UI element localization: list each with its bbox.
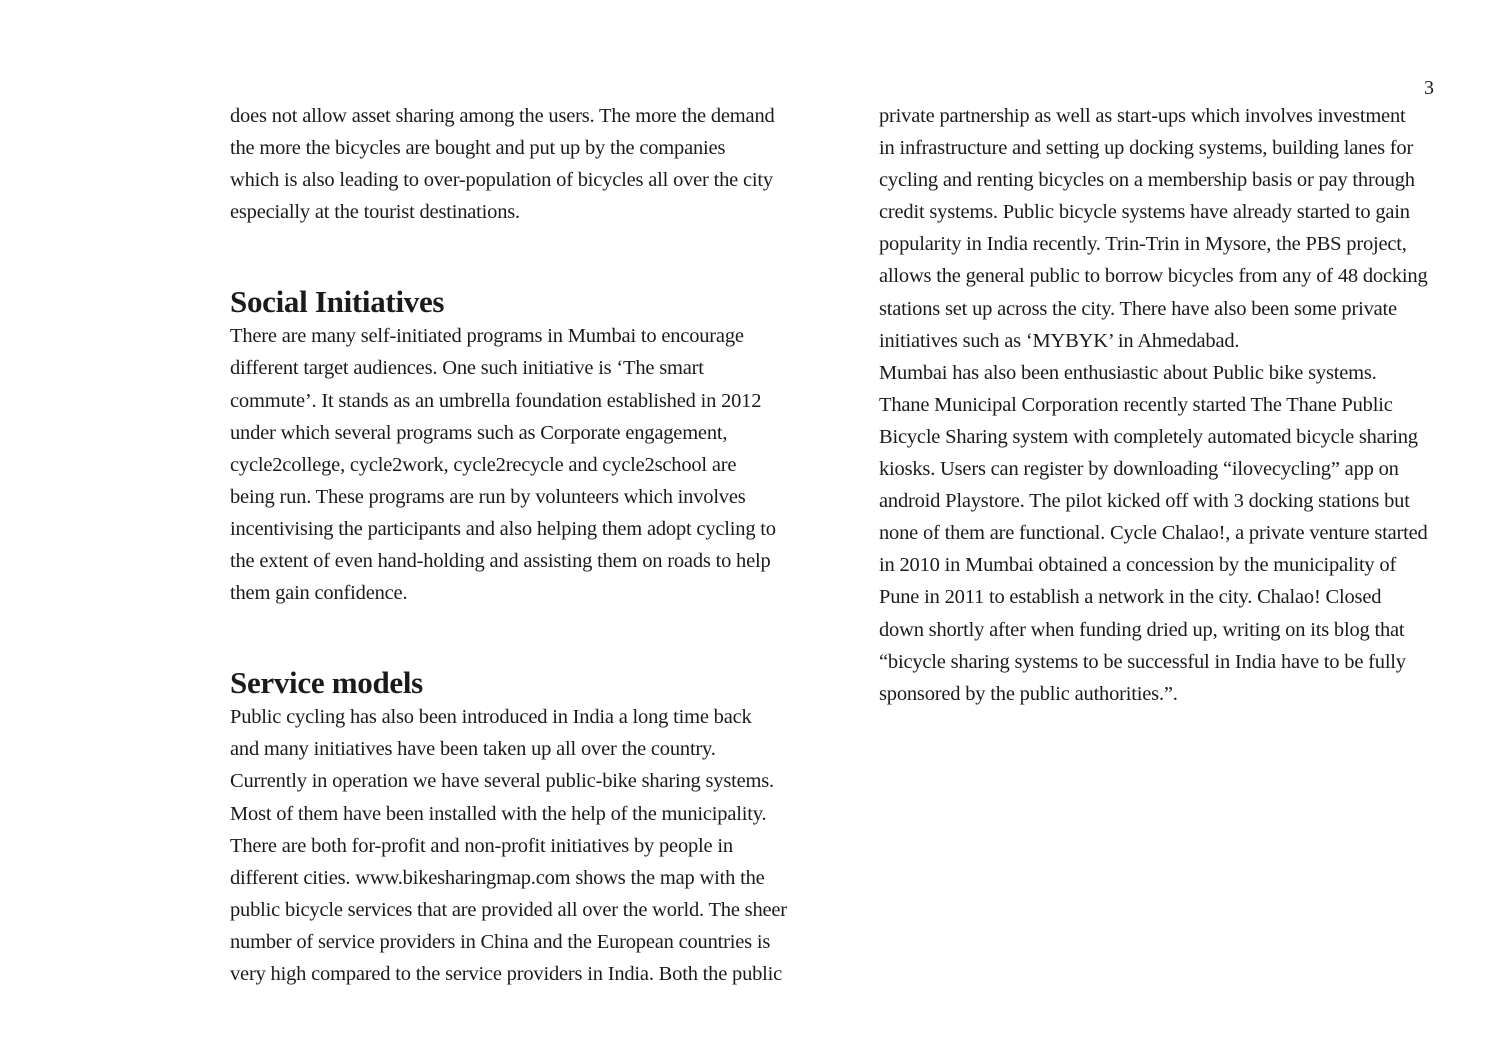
text-line: private partnership as well as start-ups which involves investment <box>879 105 1406 127</box>
left-column <box>230 100 810 990</box>
text-line: Pune in 2011 to establish a network in the city. Chalao! Closed <box>879 586 1382 609</box>
text-line: none of them are functional. Cycle Chalao!, a private venture started <box>879 522 1428 545</box>
text-line: Currently in operation we have several public-bike sharing systems. <box>230 770 774 793</box>
text-line: kiosks. Users can register by downloading “ilovecycling” app on <box>879 458 1399 481</box>
section-heading: Service models <box>230 665 423 701</box>
text-line: in infrastructure and setting up docking systems, building lanes for <box>879 137 1414 160</box>
text-line: incentivising the participants and also helping them adopt cycling to <box>230 517 776 540</box>
text-line: which is also leading to over-population of bicycles all over the city <box>230 169 773 192</box>
text-line: Most of them have been installed with the help of the municipality. <box>230 802 767 825</box>
text-line: in 2010 in Mumbai obtained a concession by the municipality of <box>879 554 1397 577</box>
continued-paragraph <box>879 100 1459 710</box>
text-line: cycle2college, cycle2work, cycle2recycle and cycle2school are <box>230 453 737 476</box>
text-line: stations set up across the city. There have also been some private <box>879 297 1397 320</box>
text-line: Thane Municipal Corporation recently started The Thane Public <box>879 393 1393 416</box>
text-line: Bicycle Sharing system with completely automated bicycle sharing <box>879 425 1418 448</box>
text-line: especially at the tourist destinations. <box>230 201 520 224</box>
text-line: popularity in India recently. Trin-Trin in Mysore, the PBS project, <box>879 233 1407 256</box>
text-line: does not allow asset sharing among the users. The more the demand <box>230 105 775 127</box>
section-spacer <box>230 228 810 284</box>
section-spacer <box>230 609 810 665</box>
text-line: credit systems. Public bicycle systems have already started to gain <box>879 201 1410 224</box>
text-line: allows the general public to borrow bicycles from any of 48 docking <box>879 265 1428 288</box>
text-line: number of service providers in China and the European countries is <box>230 930 771 953</box>
text-line: the more the bicycles are bought and put up by the companies <box>230 137 726 160</box>
section-heading: Social Initiatives <box>230 284 445 320</box>
text-line: very high compared to the service providers in India. Both the public <box>230 962 783 985</box>
right-column <box>879 100 1459 710</box>
text-line: Public cycling has also been introduced in India a long time back <box>230 706 752 729</box>
text-line: them gain confidence. <box>230 582 408 605</box>
text-line: Mumbai has also been enthusiastic about Public bike systems. <box>879 361 1377 384</box>
text-line: android Playstore. The pilot kicked off with 3 docking stations but <box>879 490 1410 513</box>
service-models-section <box>230 665 810 990</box>
text-line: being run. These programs are run by volunteers which involves <box>230 485 746 508</box>
text-line: down shortly after when funding dried up, writing on its blog that <box>879 618 1405 641</box>
intro-paragraph <box>230 100 810 228</box>
text-line: under which several programs such as Corporate engagement, <box>230 421 728 444</box>
text-line: commute’. It stands as an umbrella foundation established in 2012 <box>230 389 762 412</box>
page-number: 3 <box>1424 77 1434 99</box>
text-line: different target audiences. One such initiative is ‘The smart <box>230 357 704 380</box>
text-line: “bicycle sharing systems to be successful in India have to be fully <box>879 650 1406 673</box>
text-line: cycling and renting bicycles on a membership basis or pay through <box>879 169 1415 192</box>
text-line: initiatives such as ‘MYBYK’ in Ahmedabad. <box>879 329 1240 352</box>
social-initiatives-section <box>230 284 810 609</box>
text-line: public bicycle services that are provided all over the world. The sheer <box>230 898 787 921</box>
text-line: sponsored by the public authorities.”. <box>879 682 1178 705</box>
text-line: different cities. www.bikesharingmap.com shows the map with the <box>230 866 765 889</box>
text-line: There are both for-profit and non-profit initiatives by people in <box>230 834 733 857</box>
text-line: the extent of even hand-holding and assisting them on roads to help <box>230 550 771 573</box>
text-line: and many initiatives have been taken up all over the country. <box>230 738 716 761</box>
text-line: There are many self-initiated programs in Mumbai to encourage <box>230 325 744 348</box>
